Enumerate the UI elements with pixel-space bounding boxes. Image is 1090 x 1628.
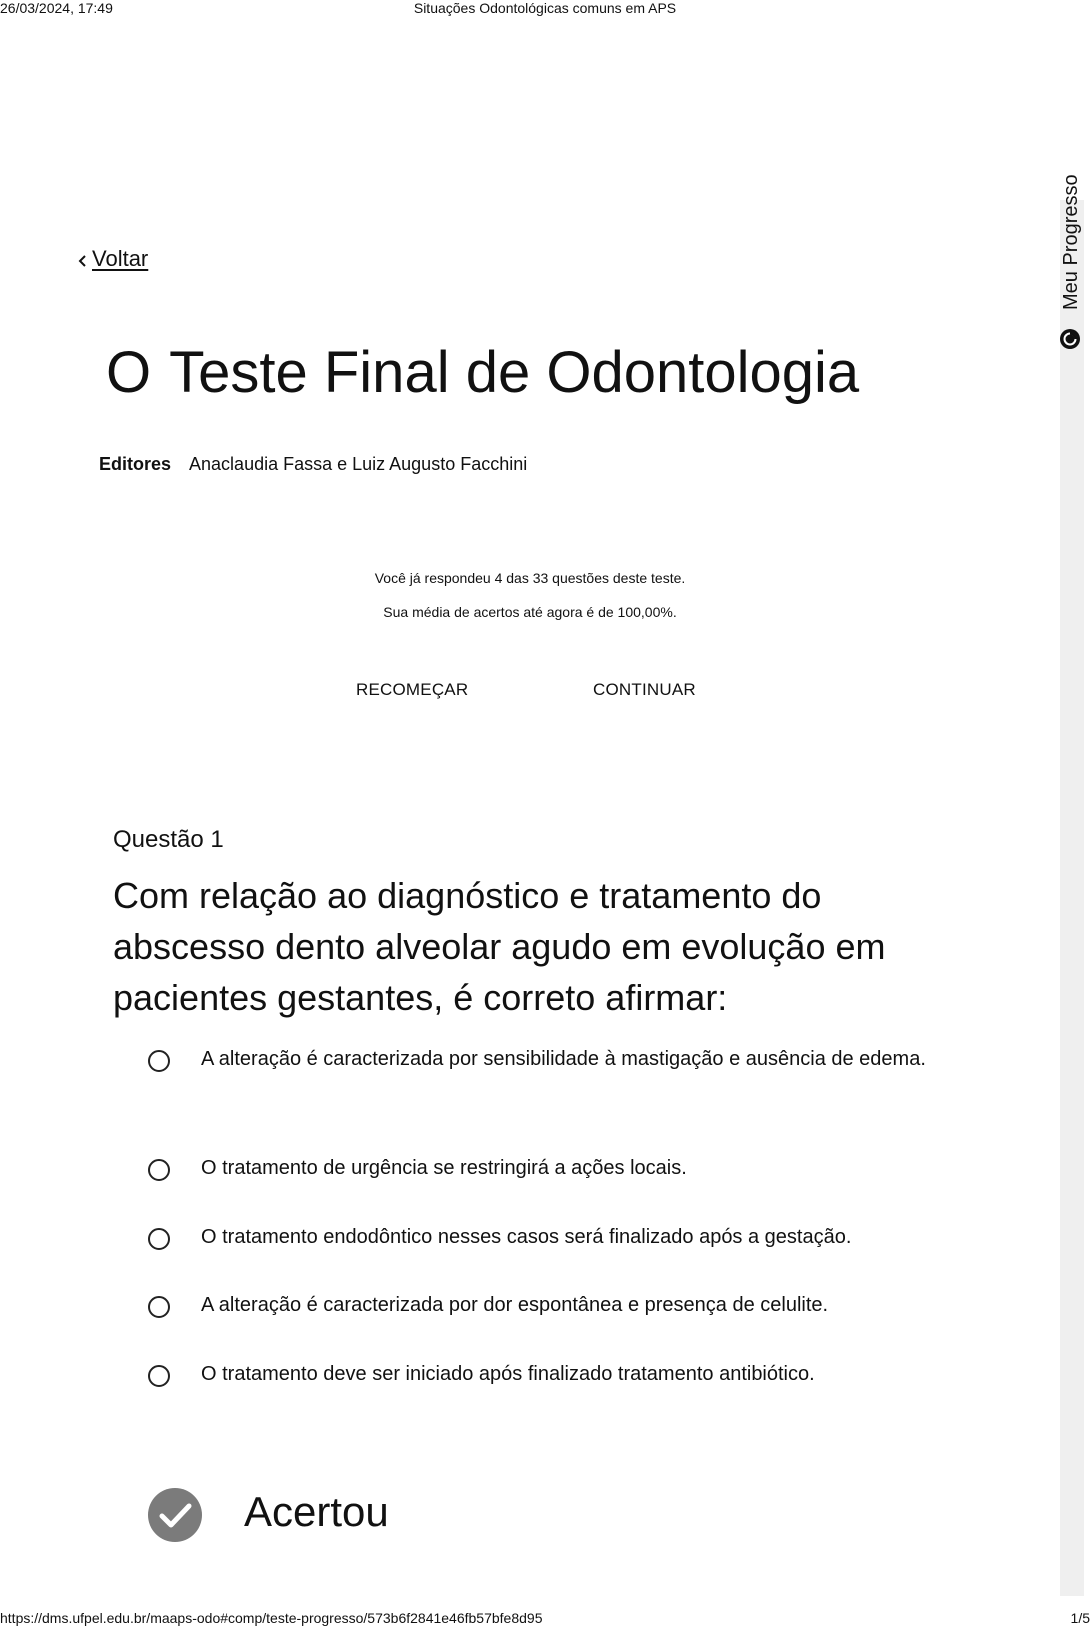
progress-sidebar-rail [1060,200,1084,1596]
answer-option[interactable] [148,1157,928,1188]
question-text: Com relação ao diagnóstico e tratamento do abscesso dento alveolar agudo em evolução em pacientes gestantes, é correto afirmar: [113,875,886,1018]
back-link-label: Voltar [92,246,149,271]
answer-option-label: A alteração é caracterizada por sensibilidade à mastigação e ausência de edema. [201,1048,926,1070]
print-url: https://dms.ufpel.edu.br/maaps-odo#comp/teste-progresso/573b6f2841e46fb57bfe8d95 [0,1610,543,1626]
radio-button[interactable] [148,1365,170,1387]
editors-label: Editores [99,454,172,474]
continue-button[interactable]: CONTINUAR [593,680,696,699]
print-datetime: 26/03/2024, 17:49 [0,0,113,16]
page-title [106,340,859,406]
progress-tab[interactable] [1055,160,1085,350]
result-label: Acertou [244,1488,389,1535]
editors-names: Anaclaudia Fassa e Luiz Augusto Facchini [189,454,528,474]
print-page-title: Situações Odontológicas comuns em APS [413,0,677,16]
answer-option-label: O tratamento deve ser iniciado após finalizado tratamento antibiótico. [201,1363,815,1385]
progress-tab-label: Meu Progresso [1060,174,1082,310]
answered-count-text: Você já respondeu 4 das 33 questões deste teste. [374,570,686,586]
page-title-text: Teste Final de Odontologia [169,340,860,405]
page-title-prefix: O [106,340,152,405]
checkmark-circle-icon [148,1488,202,1542]
answer-option-label: O tratamento de urgência se restringirá a ações locais. [201,1157,687,1179]
question-number: Questão 1 [113,826,224,853]
restart-button[interactable]: RECOMEÇAR [356,680,469,699]
chevron-left-icon [76,249,90,269]
answer-option-label: O tratamento endodôntico nesses casos será finalizado após a gestação. [201,1226,852,1248]
radio-button[interactable] [148,1228,170,1250]
progress-circle-icon [1059,328,1081,350]
answer-option[interactable] [148,1048,928,1079]
answer-option[interactable] [148,1363,928,1394]
answer-option-label: A alteração é caracterizada por dor espontânea e presença de celulite. [201,1294,829,1316]
editors-line [99,453,527,475]
radio-button[interactable] [148,1159,170,1181]
radio-button[interactable] [148,1050,170,1072]
answer-option[interactable] [148,1294,928,1325]
back-link[interactable] [76,246,148,272]
answer-option[interactable] [148,1226,928,1257]
average-score-text: Sua média de acertos até agora é de 100,00%. [383,604,677,620]
print-page-number: 1/5 [1070,1610,1090,1626]
radio-button[interactable] [148,1296,170,1318]
